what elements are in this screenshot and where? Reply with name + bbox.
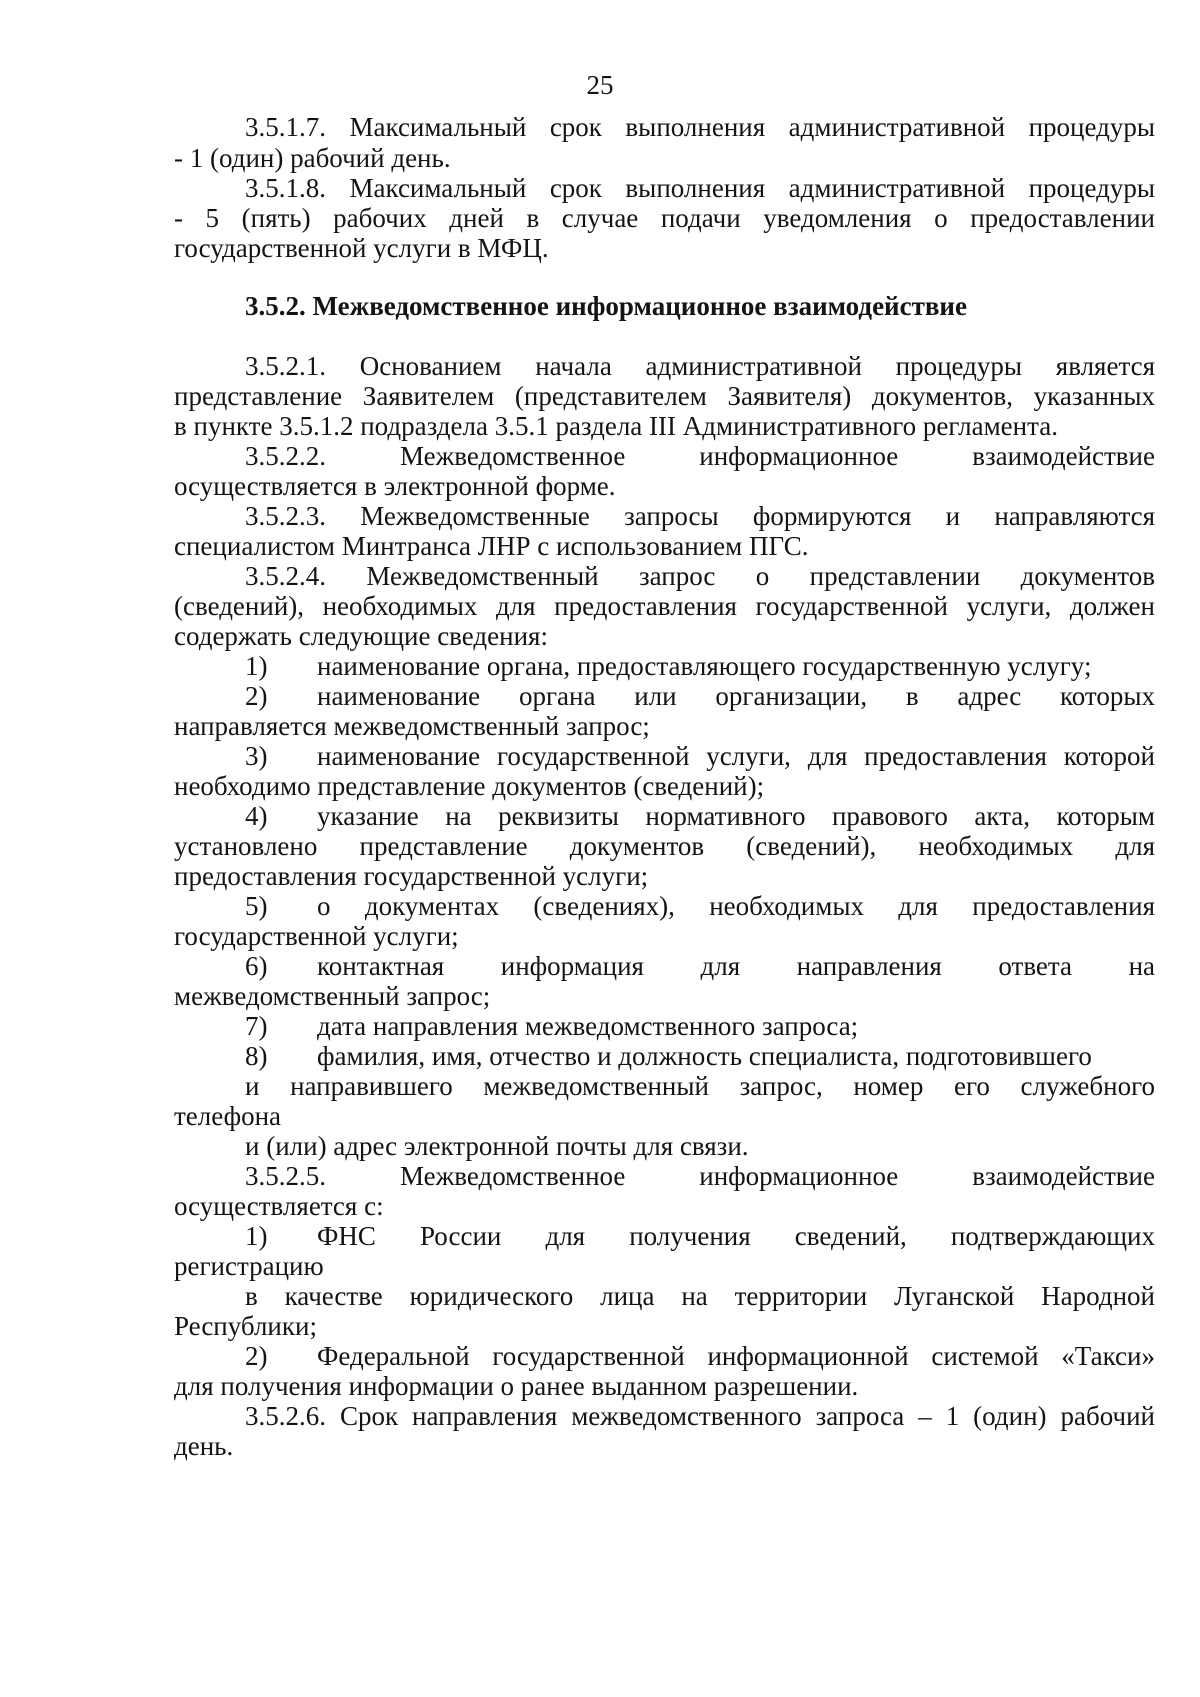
paragraph-3-5-2-1-line: представление Заявителем (представителем Заявителя) документов, указанных (174, 381, 1155, 411)
list-item-text: наименование органа, предоставляющего государственную услугу; (317, 651, 1092, 681)
paragraph-3-5-2-3-line: специалистом Минтранса ЛНР с использованием ПГС. (174, 531, 809, 561)
paragraph-3-5-2-5-line: осуществляется с: (174, 1191, 384, 1221)
paragraph-3-5-1-7-line: 3.5.1.7. Максимальный срок выполнения административной процедуры (245, 112, 1155, 142)
list-item-continuation: направляется межведомственный запрос; (174, 711, 650, 741)
list-item-continuation: и направившего межведомственный запрос, номер его служебного (245, 1071, 1155, 1101)
paragraph-3-5-2-3-line: 3.5.2.3. Межведомственные запросы формируются и направляются (245, 501, 1155, 531)
list-item-number: 3) (245, 741, 268, 771)
list-item-text: фамилия, имя, отчество и должность специалиста, подготовившего (317, 1041, 1092, 1071)
page-number: 25 (586, 70, 614, 100)
list-item-continuation: установлено представление документов (сведений), необходимых для (174, 831, 1155, 861)
paragraph-3-5-2-6-line: 3.5.2.6. Срок направления межведомственного запроса – 1 (один) рабочий (245, 1401, 1155, 1431)
list-item-continuation: межведомственный запрос; (174, 981, 491, 1011)
list-item-continuation: в качестве юридического лица на территории Луганской Народной (245, 1281, 1155, 1311)
list-item-text: наименование государственной услуги, для предоставления которой (317, 741, 1155, 771)
list-item-continuation: регистрацию (174, 1251, 324, 1281)
paragraph-3-5-2-2-line: осуществляется в электронной форме. (174, 471, 616, 501)
list-item-continuation: Республики; (174, 1311, 317, 1341)
list-item-number: 1) (245, 1221, 268, 1251)
list-item-number: 4) (245, 801, 268, 831)
list-item-text: указание на реквизиты нормативного правового акта, которым (317, 801, 1155, 831)
paragraph-3-5-2-5-line: 3.5.2.5. Межведомственное информационное взаимодействие (245, 1161, 1155, 1191)
list-item-continuation: телефона (174, 1101, 281, 1131)
section-heading: 3.5.2. Межведомственное информационное взаимодействие (245, 291, 967, 321)
list-item-number: 7) (245, 1011, 268, 1041)
list-item-number: 6) (245, 951, 268, 981)
list-item-continuation: для получения информации о ранее выданном разрешении. (174, 1371, 859, 1401)
list-item-text: наименование органа или организации, в адрес которых (317, 681, 1155, 711)
list-item-text: контактная информация для направления ответа на (317, 951, 1155, 981)
paragraph-3-5-2-1-line: в пункте 3.5.1.2 подраздела 3.5.1 раздела III Административного регламента. (174, 411, 1058, 441)
paragraph-3-5-1-8-line: - 5 (пять) рабочих дней в случае подачи уведомления о предоставлении (174, 203, 1155, 233)
list-item-text: ФНС России для получения сведений, подтверждающих (317, 1221, 1155, 1251)
list-item-number: 2) (245, 681, 268, 711)
list-item-number: 8) (245, 1041, 268, 1071)
paragraph-3-5-2-2-line: 3.5.2.2. Межведомственное информационное взаимодействие (245, 441, 1155, 471)
list-item-number: 2) (245, 1341, 268, 1371)
paragraph-3-5-1-8-line: 3.5.1.8. Максимальный срок выполнения административной процедуры (245, 173, 1155, 203)
paragraph-3-5-2-6-line: день. (174, 1431, 234, 1461)
paragraph-3-5-2-4-line: содержать следующие сведения: (174, 621, 548, 651)
paragraph-3-5-1-7-line: - 1 (один) рабочий день. (174, 143, 451, 173)
list-item-continuation: и (или) адрес электронной почты для связи. (245, 1131, 749, 1161)
list-item-text: о документах (сведениях), необходимых для предоставления (317, 891, 1155, 921)
paragraph-3-5-2-4-line: (сведений), необходимых для предоставления государственной услуги, должен (174, 591, 1155, 621)
list-item-number: 5) (245, 891, 268, 921)
paragraph-3-5-2-4-line: 3.5.2.4. Межведомственный запрос о представлении документов (245, 561, 1155, 591)
list-item-continuation: предоставления государственной услуги; (174, 861, 649, 891)
list-item-continuation: необходимо представление документов (сведений); (174, 771, 765, 801)
paragraph-3-5-1-8-line: государственной услуги в МФЦ. (174, 233, 549, 263)
list-item-text: Федеральной государственной информационной системой «Такси» (317, 1341, 1155, 1371)
list-item-continuation: государственной услуги; (174, 921, 459, 951)
paragraph-3-5-2-1-line: 3.5.2.1. Основанием начала административной процедуры является (245, 351, 1155, 381)
list-item-text: дата направления межведомственного запроса; (317, 1011, 859, 1041)
list-item-number: 1) (245, 651, 268, 681)
